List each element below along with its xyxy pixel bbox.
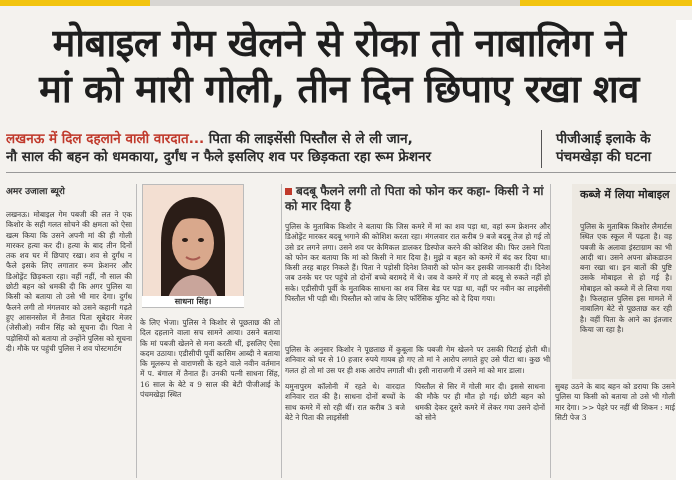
column-divider [281, 184, 282, 478]
byline: अमर उजाला ब्यूरो [6, 187, 65, 197]
sidebar-text: पुलिस के मुताबिक किशोर लैमार्टस स्थित एक स्कूल में पढ़ता है। वह पबजी के अलावा इंस्टाग्राम का भी आदी था। उसने अपना ब्रोकडाउन बना रखा था। इन बातों की पुष्टि उसके मोबाइल से हो गई है। मोबाइल को कब्जे में ले लिया गया है। फिलहाल पुलिस इस मामले में नाबालिग बेटे से पूछताछ कर रही है। वहीं पिता के आने का इंतजार किया जा रहा है। [580, 222, 672, 334]
subheadline [6, 130, 536, 166]
article-column-3: पुलिस के मुताबिक किशोर ने बताया कि जिस कमरे में मां का शव पड़ा था, वहां रूम फ्रेशनर और डिओड्रेंट मारकर बदबू भगाने की कोशिश करता रहा। मंगलवार रात करीब 9 बजे बदबू तेज हो गई तो उसे डर लगने लगा। उसने शव पर केमिकल डालकर डिस्पोज करने की कोशिश की। फिर उसने पिता को फोन कर बताया कि मां को किसी ने मार दिया है। मुझे व बहन को कमरे में बंद कर दिया था। किसी तरह बाहर निकले हैं। पिता ने पड़ोसी दिनेश तिवारी को फोन कर इसकी जानकारी दी। दिनेश जब उनके घर पर पहुंचे तो दोनों बच्चे बरामदे में थे। जब वे कमरे में गए तो बदबू से रुकते नहीं हो सके। एडीसीपी पूर्वी के मुताबिक साधना का शव जिस बेड पर पड़ा था, वहीं पर नवीन का लाइसेंसी पिस्तौल भी पड़ी थी। पिस्तौल को जांच के लिए फॉरेंसिक यूनिट को दे दिया गया। [285, 222, 550, 304]
horizontal-rule [6, 172, 676, 173]
section-heading: बदबू फैलने लगी तो पिता को फोन कर कहा- किसी ने मां को मार दिया है [285, 184, 544, 213]
article-column-1: लखनऊ। मोबाइल गेम पबजी की लत ने एक किशोर के सही गलत सोचने की क्षमता को ऐसा खत्म किया कि उसने अपनी मां की ही गोली मारकर हत्या कर दी। हत्या के बाद तीन दिनों तक शव घर में छिपाए रखा। शव से दुर्गंध न फैले इसके लिए लगातार रूम फ्रेशनर और डिओड्रेंट छिड़कता रहा। वहीं नहीं, नौ साल की छोटी बहन को धमकी दी कि अगर पुलिस या किसी को बताया तो उसे भी मार देगा। दुर्गंध फैलने लगी तो मंगलवार को उसने कहानी गढ़ते हुए आसनसोल में तैनात पिता सूबेदार मेजर (जेसीओ) नवीन सिंह को सूचना दी। पिता ने पड़ोसियों को बताया तो उन्होंने पुलिस को सूचना दी। मौके पर पहुंची पुलिस ने शव पोस्टमार्टम [6, 210, 132, 353]
headline-line-1: मोबाइल गेम खेलने से रोका तो नाबालिग ने [52, 21, 626, 65]
portrait-image [143, 185, 243, 307]
subheadline-line-1: पिता की लाइसेंसी पिस्तौल से ले ली जान, [204, 131, 413, 147]
article-column-2: के लिए भेजा। पुलिस ने किशोर से पूछताछ की तो दिल दहलाने वाला सच सामने आया। उसने बताया कि मां पबजी खेलने से मना करती थीं, इसलिए ऐसा कदम उठाया। एडीसीपी पूर्वी कासिम आब्दी ने बताया कि मूलरूप से वाराणसी के रहने वाले नवीन वर्तमान में प. बंगाल में तैनात हैं। उनकी पत्नी साधना सिंह, 16 साल के बेटे व 9 साल की बेटी पीजीआई के पंचमखेड़ा स्थित [140, 318, 280, 400]
article-column-4: पुलिस के अनुसार किशोर ने पूछताछ में कुबूला कि पबजी गेम खेलने पर उसकी पिटाई होती थी। शनिवार को घर से 10 हजार रुपये गायब हो गए तो मां ने आरोप लगाते हुए उसे पीटा था। कुछ भी गलत हो तो मां उस पर ही शक आरोप लगाती थी। इसी नाराजगी में उसने मां को मार डाला। [285, 345, 550, 375]
column-divider [136, 184, 137, 478]
headline [4, 20, 674, 112]
photo-caption: साधना सिंह। [142, 296, 244, 307]
location-subhead: पीजीआई इलाके के पंचमखेड़ा की घटना [556, 131, 652, 165]
article-column-6: पिस्तौल से सिर में गोली मार दी। इससे साधना की मौके पर ही मौत हो गई। छोटी बहन को धमकी देकर दूसरे कमरे में लेकर गया उसने दोनों को सोने [415, 382, 545, 422]
page-edge [676, 20, 692, 480]
article-column-8: सुबह उठने के बाद बहन को डराया कि उसने पुलिस या किसी को बताया तो उसे भी गोली मार देगा। >> पेहरे पर नहीं थी शिकन : माई सिटी पेज 3 [555, 382, 675, 422]
headline-line-2: मां को मारी गोली, तीन दिन छिपाए रखा शव [39, 67, 639, 111]
portrait-photo [142, 184, 244, 308]
subheadline-kicker: लखनऊ में दिल दहलाने वाली वारदात... [6, 131, 205, 147]
column-divider [550, 184, 551, 478]
subheadline-line-2: नौ साल की बहन को धमकाया, दुर्गंध न फैले इसलिए शव पर छिड़कता रहा रूम फ्रेशनर [6, 149, 432, 165]
subhead-divider [541, 130, 542, 168]
top-color-bar [0, 0, 692, 10]
sidebar-heading: कब्जे में लिया मोबाइल [580, 188, 670, 201]
red-square-bullet-icon [285, 188, 292, 195]
article-column-5: यमुनापुरम कॉलोनी में रहते थे। वारदात शनिवार रात की है। साधना दोनों बच्चों के साथ कमरे में सो रही थीं। रात करीब 3 बजे बेटे ने पिता की लाइसेंसी [285, 382, 405, 422]
